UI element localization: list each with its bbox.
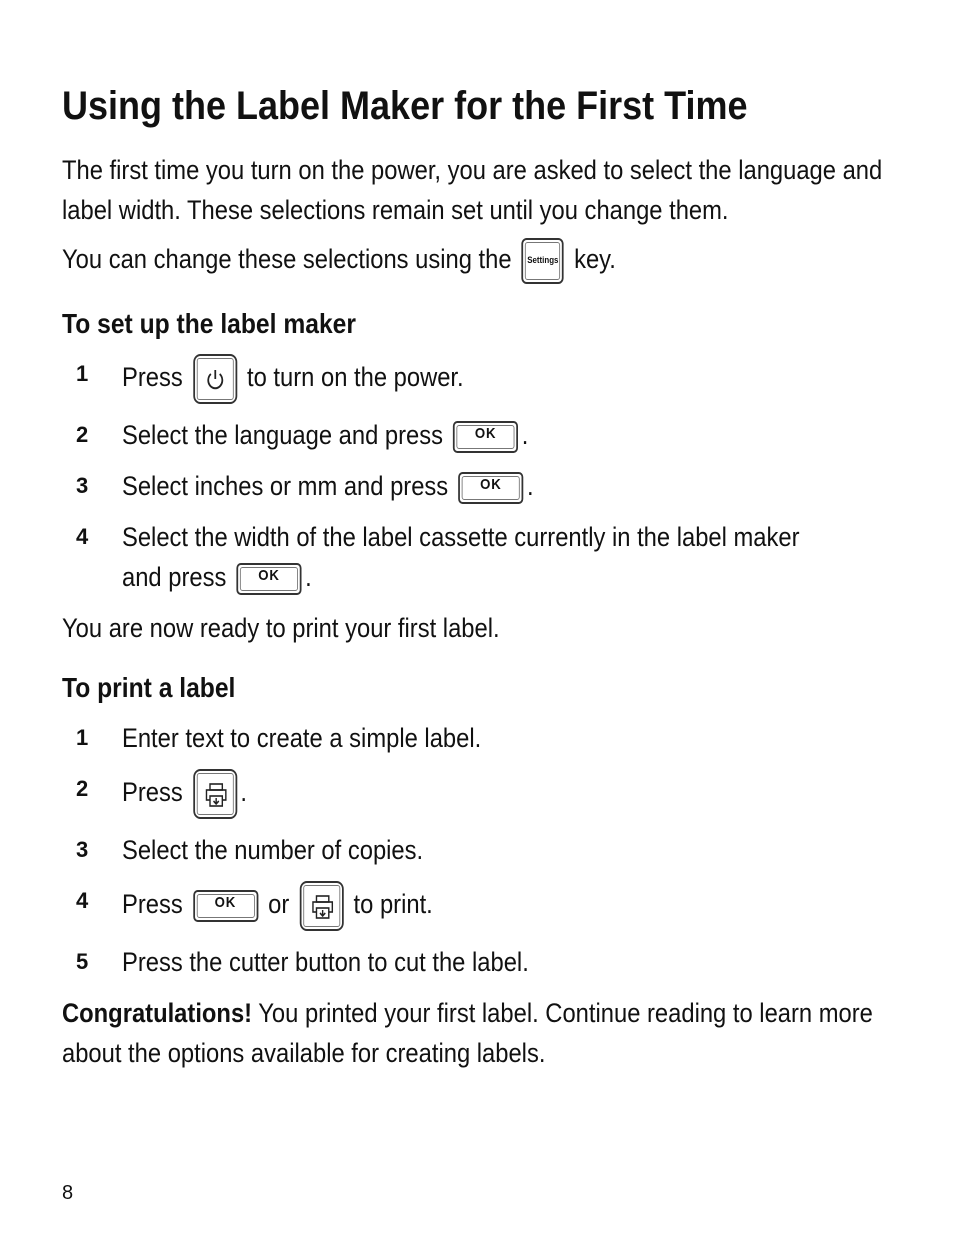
page-title: Using the Label Maker for the First Time xyxy=(62,84,748,128)
ok-key-icon: OK xyxy=(453,421,518,453)
print-key-icon xyxy=(193,769,237,819)
page-content xyxy=(62,80,892,1081)
step-number: 2 xyxy=(76,776,89,801)
settings-paragraph xyxy=(62,238,792,284)
intro-paragraph: The first time you turn on the power, you are asked to select the language and label width. These selections remain set until you change them. xyxy=(62,155,883,225)
settings-text-before: You can change these selections using the xyxy=(62,244,512,275)
print-steps xyxy=(62,718,892,982)
print-step-2: 2 Press . xyxy=(62,769,892,819)
step-number: 3 xyxy=(76,837,89,862)
congrats-bold: Congratulations! xyxy=(62,998,253,1028)
ok-key-icon: OK xyxy=(193,890,258,922)
setup-steps xyxy=(62,354,892,597)
ok-key-icon: OK xyxy=(458,472,523,504)
setup-step-1: 1 Press to turn on the power. xyxy=(62,354,892,404)
page-number: 8 xyxy=(62,1182,74,1204)
print-step-4: 4 Press OK or to print. xyxy=(62,881,892,931)
print-step-5: 5 Press the cutter button to cut the label. xyxy=(62,942,892,982)
power-key-icon xyxy=(193,354,237,404)
setup-step-2: 2 Select the language and press OK . xyxy=(62,415,892,455)
ok-key-icon: OK xyxy=(236,563,301,595)
setup-step-4: 4 Select the width of the label cassette currently in the label maker and press OK . xyxy=(62,517,892,597)
setup-heading: To set up the label maker xyxy=(62,308,356,339)
step-number: 1 xyxy=(76,361,89,386)
step-number: 2 xyxy=(76,422,89,447)
step-number: 3 xyxy=(76,473,89,498)
setup-step-3: 3 Select inches or mm and press OK . xyxy=(62,466,892,506)
step-number: 1 xyxy=(76,725,89,750)
print-step-1: 1 Enter text to create a simple label. xyxy=(62,718,892,758)
step-number: 4 xyxy=(76,524,89,549)
print-key-icon xyxy=(299,881,343,931)
ready-text: You are now ready to print your first label. xyxy=(62,613,500,643)
settings-text-after: key. xyxy=(574,244,616,275)
print-step-3: 3 Select the number of copies. xyxy=(62,830,892,870)
settings-key-icon: Settings xyxy=(522,238,564,284)
step-number: 4 xyxy=(76,888,89,913)
step-number: 5 xyxy=(76,949,89,974)
congrats-paragraph xyxy=(62,993,880,1073)
congrats-text: You printed your first label. Continue reading to learn more about the options available for creating labels. xyxy=(62,998,873,1068)
print-heading: To print a label xyxy=(62,672,236,703)
